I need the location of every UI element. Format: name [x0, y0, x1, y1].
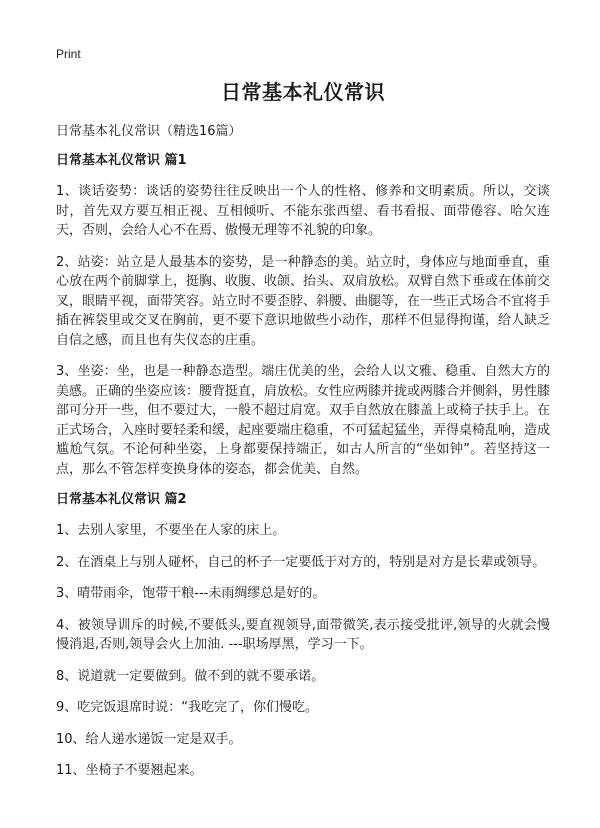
paragraph: 1、谈话姿势：谈话的姿势往往反映出一个人的性格、修养和文明素质。所以，交谈时，首先双方要互相正视、互相倾听、不能东张西望、看书看报、面带倦容、哈欠连天，否则，会给人心不在焉、傲慢无理等不礼貌的印象。 — [56, 184, 550, 238]
section-heading: 日常基本礼仪常识 篇1 — [56, 153, 187, 168]
paragraph: 8、说道就一定要做到。做不到的就不要承诺。 — [56, 668, 325, 684]
paragraph: 9、吃完饭退席时说：“我吃完了，你们慢吃。 — [56, 700, 319, 715]
paragraph: 1、去别人家里，不要坐在人家的床上。 — [56, 523, 286, 538]
paragraph: 2、站姿：站立是人最基本的姿势，是一种静态的美。站立时，身体应与地面垂直，重心放在两个前脚掌上，挺胸、收腹、收颌、抬头、双肩放松。双臂自然下垂或在体前交叉，眼睛平视，面带笑容。站立时不要歪脖、斜腰、曲腿等，在一些正式场合不宜将手插在裤袋里或交叉在胸前，更不要下意识地做些小动作，那样不但显得拘谨，给人缺乏自信之感，而且也有失仪态的庄重。 — [56, 254, 551, 348]
section-1 — [56, 152, 550, 479]
section-heading: 日常基本礼仪常识 篇2 — [56, 492, 187, 507]
print-link[interactable]: Print — [56, 47, 81, 61]
paragraph: 10、给人递水递饭一定是双手。 — [56, 731, 242, 747]
document-subtitle: 日常基本礼仪常识（精选16篇） — [56, 124, 242, 139]
section-2 — [56, 491, 550, 781]
paragraph: 2、在酒桌上与别人碰杯，自己的杯子一定要低于对方的，特别是对方是长辈或领导。 — [56, 554, 546, 570]
paragraph: 4、被领导训斥的时候,不要低头,要直视领导,面带微笑,表示接受批评,领导的火就会慢慢消退,否则,领导会火上加油. ---职场厚黑，学习一下。 — [56, 617, 550, 652]
paragraph: 3、坐姿：坐，也是一种静态造型。端庄优美的坐，会给人以文雅、稳重、自然大方的美感。正确的坐姿应该：腰背挺直，肩放松。女性应两膝并拢或两膝合并侧斜，男性膝部可分开一些，但不要过大，一般不超过肩宽。双手自然放在膝盖上或椅子扶手上。在正式场合，入座时要轻柔和缓，起座要端庄稳重，不可猛起猛坐，弄得桌椅乱响，造成尴尬气氛。不论何种坐姿，上身都要保持端正，如古人所言的“坐如钟”。若坚持这一点，那么不管怎样变换身体的姿态，都会优美、自然。 — [56, 364, 551, 477]
paragraph: 3、晴带雨伞，饱带干粮---未雨绸缪总是好的。 — [56, 586, 326, 601]
paragraph: 11、坐椅子不要翘起来。 — [56, 763, 203, 778]
document-page — [56, 78, 550, 793]
document-title: 日常基本礼仪常识 — [221, 80, 385, 104]
